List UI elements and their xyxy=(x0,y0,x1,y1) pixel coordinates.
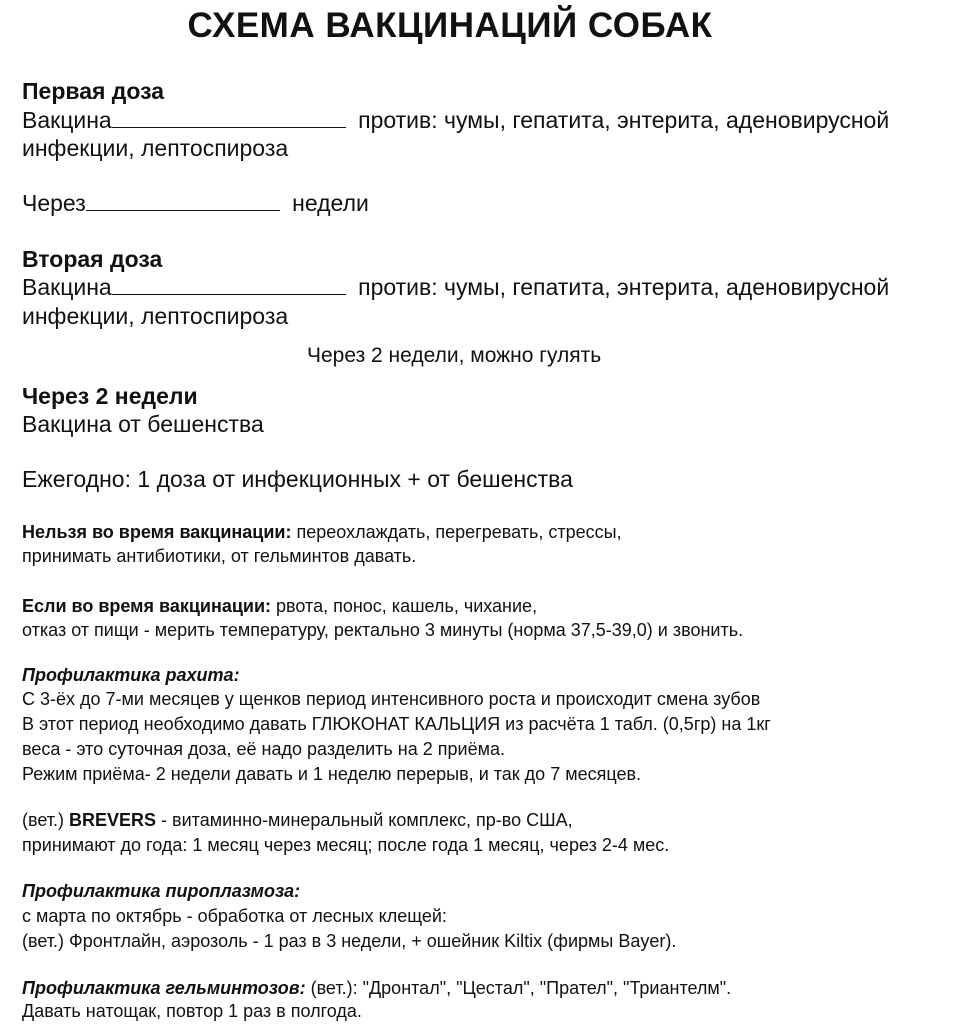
if-during-line-1 xyxy=(22,596,537,617)
forbidden-line-1 xyxy=(22,522,622,543)
brevers-line-1 xyxy=(22,810,573,831)
against-text: против: чумы, гепатита, энтерита, аденовирусной xyxy=(358,274,890,300)
piro-line-2: (вет.) Фронтлайн, аэрозоль - 1 раз в 3 недели, + ошейник Kiltix (фирмы Bayer). xyxy=(22,931,677,951)
first-dose-against-cont: инфекции, лептоспироза xyxy=(22,135,289,161)
forbidden-label: Нельзя во время вакцинации: xyxy=(22,522,292,542)
brevers-prefix: (вет.) xyxy=(22,810,70,830)
second-dose-vaccine-line xyxy=(22,274,889,301)
vaccine-blank-field xyxy=(112,276,346,295)
second-dose-against-cont: инфекции, лептоспироза xyxy=(22,303,289,329)
forbidden-text: переохлаждать, перегревать, стрессы, xyxy=(291,522,622,542)
rickets-heading: Профилактика рахита: xyxy=(22,665,240,685)
piro-heading: Профилактика пироплазмоза: xyxy=(22,881,301,901)
page-title: СХЕМА ВАКЦИНАЦИЙ СОБАК xyxy=(187,6,713,45)
rabies-heading: Через 2 недели xyxy=(22,383,198,409)
vaccine-label: Вакцина xyxy=(22,274,112,300)
against-text: против: чумы, гепатита, энтерита, аденовирусной xyxy=(358,107,890,133)
rickets-line: веса - это суточная доза, её надо разделить на 2 приёма. xyxy=(22,739,505,759)
helminth-line-1 xyxy=(22,978,731,999)
interval-prefix: Через xyxy=(22,190,86,216)
piro-line-1: с марта по октябрь - обработка от лесных клещей: xyxy=(22,906,447,926)
first-dose-interval-line xyxy=(22,190,369,217)
vaccine-blank-field xyxy=(112,109,346,128)
helminth-heading: Профилактика гельминтозов: xyxy=(22,978,306,998)
rickets-line: Режим приёма- 2 недели давать и 1 неделю перерыв, и так до 7 месяцев. xyxy=(22,764,642,784)
interval-suffix: недели xyxy=(292,190,369,216)
first-dose-heading: Первая доза xyxy=(22,78,165,104)
helminth-text: (вет.): "Дронтал", "Цестал", "Прател", "Триантелм". xyxy=(305,978,732,998)
rabies-text: Вакцина от бешенства xyxy=(22,411,264,437)
if-during-label: Если во время вакцинации: xyxy=(22,596,272,616)
yearly-note: Ежегодно: 1 доза от инфекционных + от бешенства xyxy=(22,466,573,492)
if-during-line-2: отказ от пищи - мерить температуру, ректально 3 минуты (норма 37,5-39,0) и звонить. xyxy=(22,620,744,640)
brevers-text: - витаминно-минеральный комплекс, пр-во США, xyxy=(156,810,573,830)
helminth-line-2: Давать натощак, повтор 1 раз в полгода. xyxy=(22,1001,362,1021)
first-dose-vaccine-line xyxy=(22,107,889,134)
rickets-line: В этот период необходимо давать ГЛЮКОНАТ КАЛЬЦИЯ из расчёта 1 табл. (0,5гр) на 1кг xyxy=(22,714,771,734)
if-during-text: рвота, понос, кашель, чихание, xyxy=(271,596,538,616)
brevers-name: BREVERS xyxy=(69,810,157,830)
rickets-line: С 3-ёх до 7-ми месяцев у щенков период интенсивного роста и происходит смена зубов xyxy=(22,689,761,709)
forbidden-line-2: принимать антибиотики, от гельминтов давать. xyxy=(22,546,417,566)
vaccine-label: Вакцина xyxy=(22,107,112,133)
walk-note: Через 2 недели, можно гулять xyxy=(307,344,602,367)
second-dose-heading: Вторая доза xyxy=(22,246,163,272)
brevers-line-2: принимают до года: 1 месяц через месяц; после года 1 месяц, через 2-4 мес. xyxy=(22,835,670,855)
interval-blank-field xyxy=(86,192,280,211)
